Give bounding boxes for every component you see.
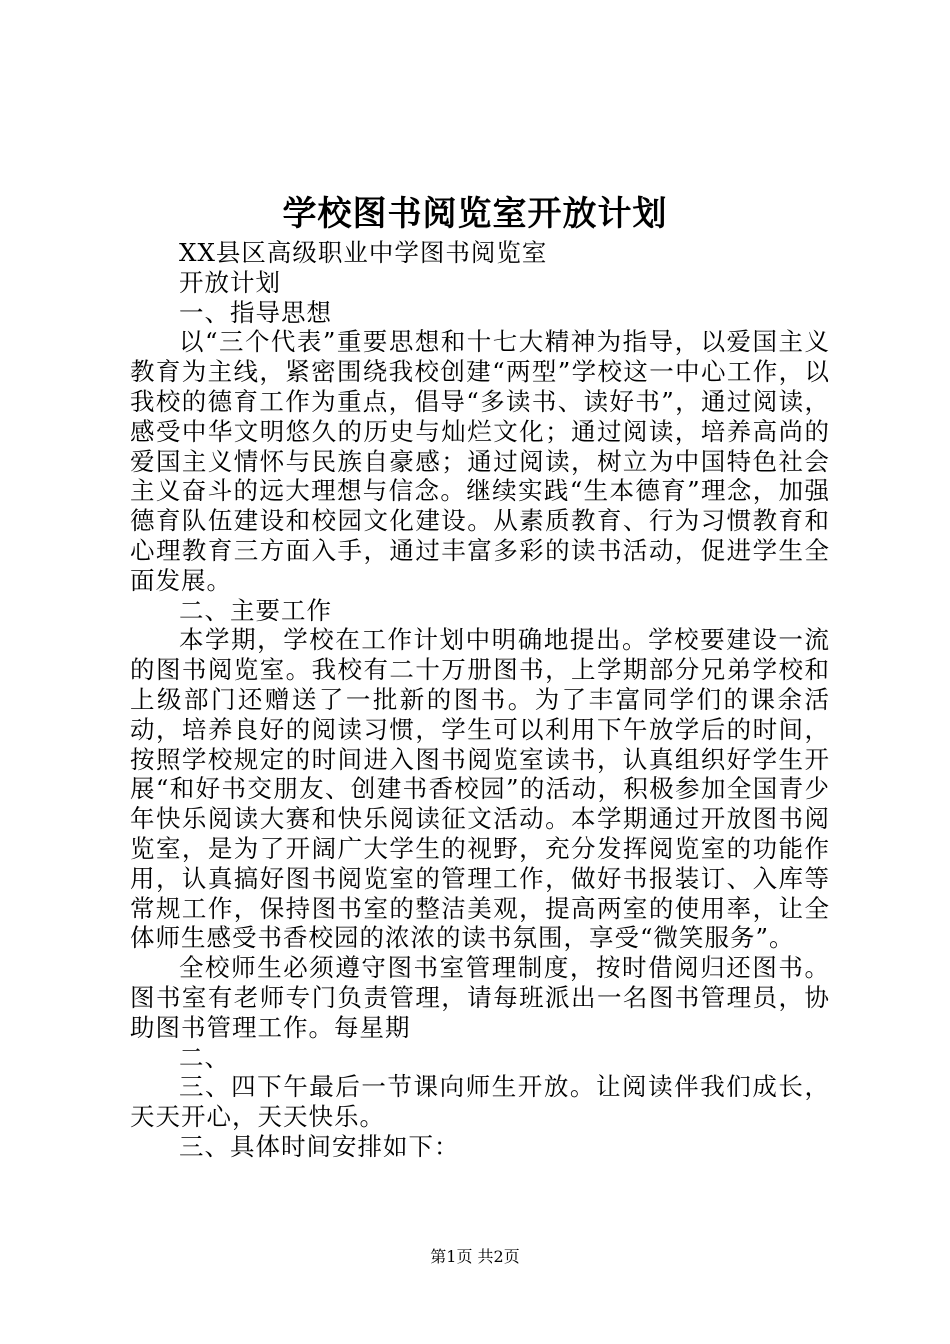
section-heading-schedule: 三、具体时间安排如下： xyxy=(179,1131,460,1161)
paragraph-weekday-fragment: 二、 xyxy=(179,1042,230,1072)
page-footer: 第1页 共2页 xyxy=(430,1247,520,1266)
paragraph-guiding-ideology: 以“三个代表”重要思想和十七大精神为指导，以爱国主义教育为主线，紧密围绕我校创建“两型”学校这一中心工作，以我校的德育工作为重点，倡导“多读书、读好书”，通过阅读，感受中华文明悠久的历史与灿烂文化；通过阅读，培养高尚的爱国主义情怀与民族自豪感；通过阅读，树立为中国特色社会主义奋斗的远大理想与信念。继续实践“生本德育”理念，加强德育队伍建设和校园文化建设。从素质教育、行为习惯教育和心理教育三方面入手，通过丰富多彩的读书活动，促进学生全面发展。 xyxy=(130,327,830,595)
document-body xyxy=(130,238,830,1162)
document-title: 学校图书阅览室开放计划 xyxy=(282,194,668,234)
section-heading-guiding-ideology: 一、指导思想 xyxy=(179,297,332,327)
paragraph-subtitle: 开放计划 xyxy=(179,267,281,297)
paragraph-main-work: 本学期，学校在工作计划中明确地提出。学校要建设一流的图书阅览室。我校有二十万册图书，上学期部分兄弟学校和上级部门还赠送了一批新的图书。为了丰富同学们的课余活动，培养良好的阅读习惯，学生可以利用下午放学后的时间，按照学校规定的时间进入图书阅览室读书，认真组织好学生开展“和好书交朋友、创建书香校园”的活动，积极参加全国青少年快乐阅读大赛和快乐阅读征文活动。本学期通过开放图书阅览室，是为了开阔广大学生的视野，充分发挥阅览室的功能作用，认真搞好图书阅览室的管理工作，做好书报装订、入库等常规工作，保持图书室的整洁美观，提高两室的使用率，让全体师生感受书香校园的浓浓的读书氛围，享受“微笑服务”。 xyxy=(130,625,830,953)
paragraph-rules: 全校师生必须遵守图书室管理制度，按时借阅归还图书。图书室有老师专门负责管理，请每班派出一名图书管理员，协助图书管理工作。每星期 xyxy=(130,953,830,1042)
paragraph-opening-hours: 三、四下午最后一节课向师生开放。让阅读伴我们成长，天天开心，天天快乐。 xyxy=(130,1072,830,1132)
paragraph-school-name: XX县区高级职业中学图书阅览室 xyxy=(179,238,548,267)
section-heading-main-work: 二、主要工作 xyxy=(179,595,332,625)
